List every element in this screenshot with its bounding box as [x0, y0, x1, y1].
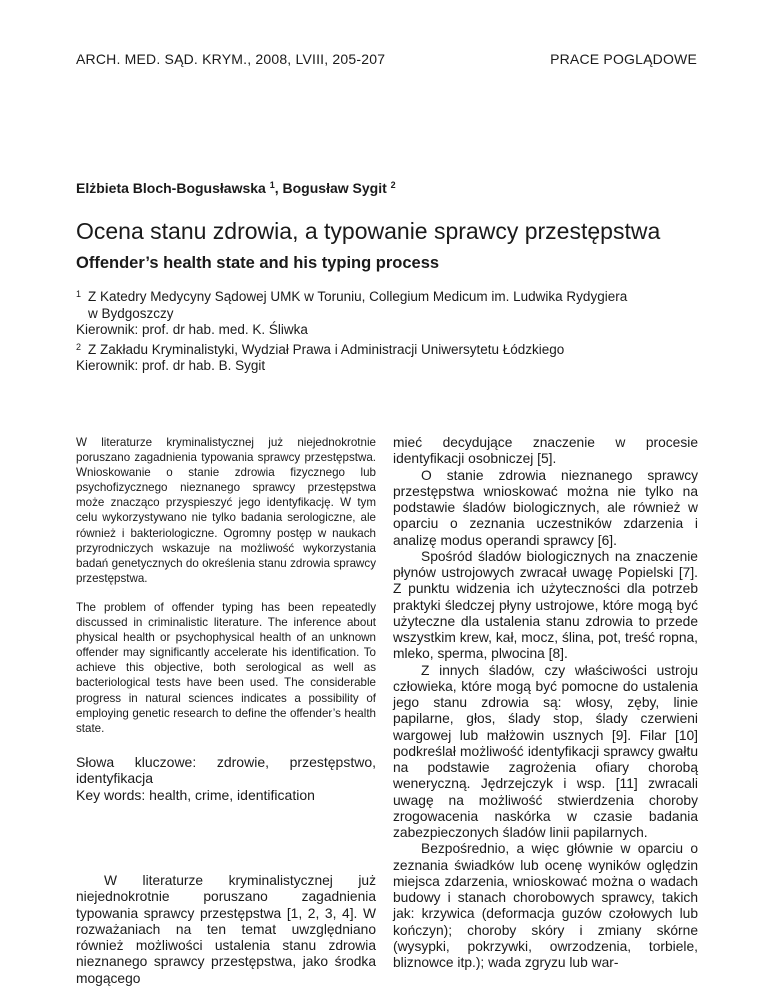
- author-separator: ,: [274, 180, 279, 196]
- body-paragraph: Bezpośrednio, a więc głównie w oparciu o zeznania świadków lub ocenę wyników oględzin miejsca zdarzenia, wnioskować można o wadach budowy i stanach chorobowych sprawcy, takich jak: krzywica (deformacja guzów czołowych lub kończyn); choroby skóry i zmiany skórne (wysypki, pokrzywki, owrzodzenia, torbiele, bliznowce itp.); wada zgryzu lub war-: [393, 841, 698, 970]
- author-line: [76, 180, 396, 196]
- article-title-polish: Ocena stanu zdrowia, a typowanie sprawcy przestępstwa: [76, 218, 661, 244]
- body-paragraph: Spośród śladów biologicznych na znaczenie płynów ustrojowych zwracał uwagę Popielski [7]. Z punktu widzenia ich użyteczności dla potrzeb praktyki śledczej płyny ustrojowe, które mogą być użyteczne dla ustalenia stanu zdrowia to przede wszystkim krew, kał, mocz, ślina, pot, treść ropna, mleko, sperma, plwocina [8].: [393, 548, 698, 662]
- department-head: Kierownik: prof. dr hab. med. K. Śliwka: [76, 322, 308, 338]
- affiliations-block: [76, 286, 696, 375]
- body-paragraph: mieć decydujące znaczenie w procesie identyfikacji osobniczej [5].: [393, 435, 698, 467]
- body-paragraph: Z innych śladów, czy właściwości ustroju człowieka, które mogą być pomocne do ustalenia jego stanu zdrowia są: włosy, zęby, linie papilarne, głos, ślady stop, ślady czerwieni wargowej lub małżowin usznych [9]. Filar [10] podkreślał możliwość identyfikacji sprawcy gwałtu na podstawie zagrożenia ofiary chorobą weneryczną. Jędrzejczyk i wsp. [11] zwracali uwagę na możliwość stwierdzenia choroby zrogowacenia naskórka w czasie badania zabezpieczonych śladów linii papilarnych.: [393, 662, 698, 840]
- affiliation-marker: 1: [269, 180, 275, 190]
- affiliation-text: Z Katedry Medycyny Sądowej UMK w Toruniu, Collegium Medicum im. Ludwika Rydygiera: [88, 289, 628, 304]
- journal-citation: ARCH. MED. SĄD. KRYM., 2008, LVIII, 205-207: [76, 51, 386, 67]
- running-header: [76, 51, 697, 67]
- affiliation-line: w Bydgoszczy: [88, 305, 174, 321]
- body-paragraph: O stanie zdrowia nieznanego sprawcy przestępstwa wnioskować można nie tylko na podstawie śladów biologicznych, ale również w oparciu o zeznania uczestników zdarzenia i analizę modus operandi sprawcy [6].: [393, 467, 698, 548]
- author-name: Elżbieta Bloch-Bogusławska: [76, 180, 266, 196]
- keywords-block: [76, 754, 376, 803]
- affiliation-number: 2: [76, 341, 82, 352]
- abstract-polish: W literaturze kryminalistycznej już niejednokrotnie poruszano zagadnienia typowania sprawcy przestępstwa. Wnioskowanie o stanie zdrowia fizycznego lub psychofizycznego nieznanego sprawcy przestępstwa może znacząco przyspieszyć jego identyfikację. W tym celu wykorzystywano nie tylko badania serologiczne, ale również i bakteriologiczne. Ogromny postęp w naukach przyrodniczych wskazuje na możliwość wykorzystania badań genetycznych do określenia stanu zdrowia sprawcy przestępstwa.: [76, 436, 376, 585]
- department-head: Kierownik: prof. dr hab. B. Sygit: [76, 358, 266, 374]
- section-label: PRACE POGLĄDOWE: [550, 51, 697, 67]
- author-name: Bogusław Sygit: [282, 180, 387, 196]
- article-title-english: Offender’s health state and his typing process: [76, 254, 440, 272]
- body-paragraph: W literaturze kryminalistycznej już niejednokrotnie poruszano zagadnienia typowania sprawcy przestępstwa [1, 2, 3, 4]. W rozważaniach na ten temat uwzględniano również możliwości ustalenia stanu zdrowia nieznanego sprawcy przestępstwa, jako środka mogącego: [76, 873, 376, 986]
- left-column: [76, 435, 376, 987]
- affiliation-text: Z Zakładu Kryminalistyki, Wydział Prawa i Administracji Uniwersytetu Łódzkiego: [88, 341, 565, 357]
- keywords-english: Key words: health, crime, identification: [76, 786, 315, 803]
- affiliation-number: 1: [76, 289, 82, 299]
- affiliation-line: [76, 339, 696, 359]
- affiliation-marker: 2: [390, 180, 396, 190]
- right-column: [393, 435, 698, 971]
- abstract-english: The problem of offender typing has been repeatedly discussed in criminalistic literature. The inference about physical health or psychophysical health of an unknown offender may significantly accelerate his identification. To achieve this objective, both serological as well as bacteriological tests have been used. The considerable progress in natural sciences indicates a possibility of employing genetic research to define the offender’s health state.: [76, 600, 376, 735]
- affiliation-line: [76, 286, 696, 306]
- keywords-polish: Słowa kluczowe: zdrowie, przestępstwo, identyfikacja: [76, 753, 376, 787]
